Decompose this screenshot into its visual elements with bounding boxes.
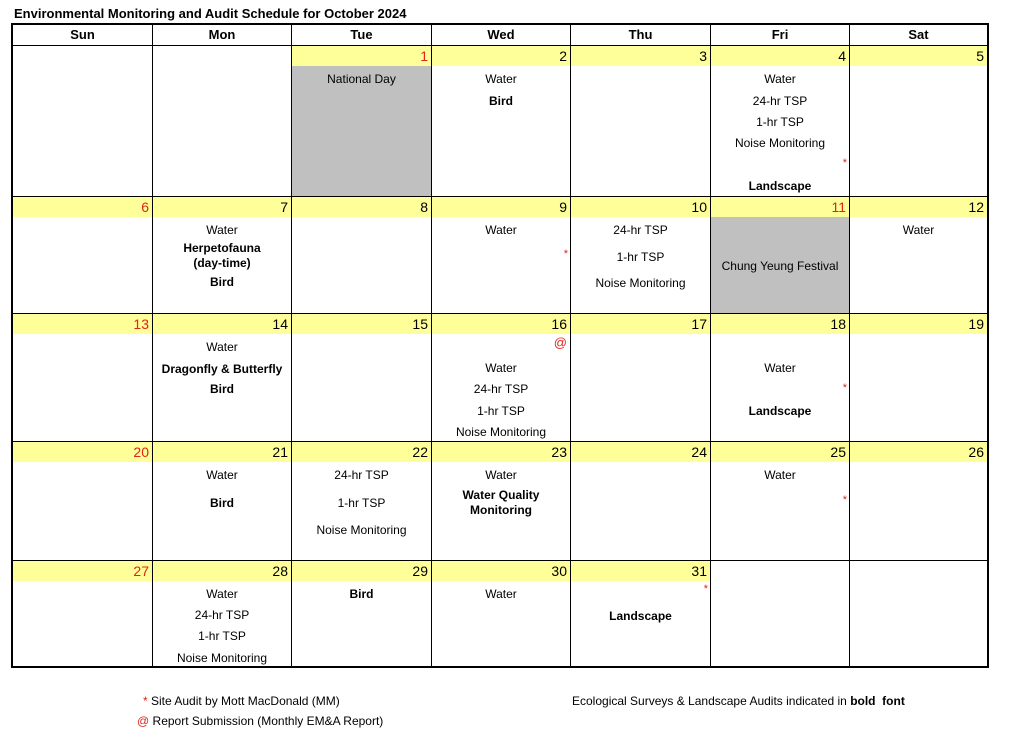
event-water: Water xyxy=(485,468,517,482)
day-number: 31 xyxy=(691,563,707,579)
day-cell-5[interactable] xyxy=(850,46,987,197)
event-24hr-tsp: 24-hr TSP xyxy=(613,223,668,237)
event-water-quality: Water Quality xyxy=(462,488,540,502)
legend-report xyxy=(137,714,383,728)
day-cell-17[interactable] xyxy=(571,314,711,442)
day-cell-1[interactable] xyxy=(292,46,432,197)
empty-day-cell xyxy=(711,561,850,666)
day-cell-2[interactable] xyxy=(432,46,571,197)
day-band xyxy=(292,442,431,462)
day-band xyxy=(292,46,431,66)
event-1hr-tsp: 1-hr TSP xyxy=(756,115,804,129)
day-cell-16[interactable] xyxy=(432,314,571,442)
site-audit-text: Site Audit by Mott MacDonald (MM) xyxy=(151,694,340,708)
event-24hr-tsp: 24-hr TSP xyxy=(194,608,250,622)
day-cell-9[interactable] xyxy=(432,197,571,314)
day-number: 20 xyxy=(133,444,149,460)
empty-day-cell xyxy=(850,561,987,666)
event-water: Water xyxy=(485,223,517,237)
day-cell-28[interactable] xyxy=(153,561,292,666)
day-number: 21 xyxy=(272,444,288,460)
legend-note xyxy=(572,694,905,708)
site-audit-marker: * xyxy=(703,583,708,595)
day-band xyxy=(153,442,291,462)
day-number: 13 xyxy=(133,316,149,332)
day-number: 11 xyxy=(831,199,846,215)
event-bird: Bird xyxy=(489,94,513,108)
day-number: 4 xyxy=(838,48,846,64)
day-number: 10 xyxy=(691,199,707,215)
note-bold: bold font xyxy=(850,694,905,708)
event-water: Water xyxy=(485,587,517,601)
day-band xyxy=(432,561,570,581)
day-cell-8[interactable] xyxy=(292,197,432,314)
event-landscape: Landscape xyxy=(748,179,812,193)
day-cell-3[interactable] xyxy=(571,46,711,197)
day-band xyxy=(432,46,570,66)
day-number: 23 xyxy=(551,444,567,460)
day-cell-26[interactable] xyxy=(850,442,987,561)
day-cell-14[interactable] xyxy=(153,314,292,442)
weekday-thu: Thu xyxy=(571,25,711,45)
day-number: 3 xyxy=(699,48,707,64)
day-cell-23[interactable] xyxy=(432,442,571,561)
day-number: 5 xyxy=(976,48,984,64)
event-water: Water xyxy=(206,340,238,354)
day-number: 24 xyxy=(691,444,707,460)
site-audit-symbol: * xyxy=(143,694,148,708)
day-number: 7 xyxy=(280,199,288,215)
day-band xyxy=(432,314,570,334)
event-noise: Noise Monitoring xyxy=(734,136,826,150)
event-noise: Noise Monitoring xyxy=(455,425,547,439)
event-24hr-tsp: 24-hr TSP xyxy=(334,468,389,482)
day-cell-4[interactable] xyxy=(711,46,850,197)
event-bird: Bird xyxy=(210,382,234,396)
weekday-header xyxy=(13,25,987,46)
day-band xyxy=(850,197,987,217)
day-cell-15[interactable] xyxy=(292,314,432,442)
weekday-wed: Wed xyxy=(432,25,571,45)
day-band xyxy=(850,442,987,462)
day-band xyxy=(711,314,849,334)
day-cell-30[interactable] xyxy=(432,561,571,666)
holiday-label: Chung Yeung Festival xyxy=(721,259,839,273)
day-cell-7[interactable] xyxy=(153,197,292,314)
day-band xyxy=(13,561,152,581)
legend-site-audit xyxy=(143,694,340,708)
page-title: Environmental Monitoring and Audit Schedule for October 2024 xyxy=(14,6,407,21)
day-number: 30 xyxy=(551,563,567,579)
day-band xyxy=(571,442,710,462)
day-cell-24[interactable] xyxy=(571,442,711,561)
holiday-label: National Day xyxy=(327,72,396,86)
day-number: 2 xyxy=(559,48,567,64)
site-audit-marker: * xyxy=(842,382,847,394)
event-noise: Noise Monitoring xyxy=(595,276,686,290)
day-band xyxy=(711,442,849,462)
day-number: 29 xyxy=(412,563,428,579)
event-water: Water xyxy=(764,72,796,86)
day-band xyxy=(292,197,431,217)
day-band xyxy=(13,442,152,462)
day-number: 1 xyxy=(420,48,428,64)
site-audit-marker: * xyxy=(842,494,847,506)
day-cell-25[interactable] xyxy=(711,442,850,561)
holiday-shade xyxy=(711,217,849,313)
day-band xyxy=(711,197,849,217)
day-cell-10[interactable] xyxy=(571,197,711,314)
day-band xyxy=(292,561,431,581)
weekday-fri: Fri xyxy=(711,25,850,45)
event-herpetofauna-time: (day-time) xyxy=(193,256,251,270)
day-band xyxy=(711,46,849,66)
day-band xyxy=(850,46,987,66)
day-number: 25 xyxy=(830,444,846,460)
event-water: Water xyxy=(485,361,517,375)
event-water-quality-monitoring: Monitoring xyxy=(470,503,532,517)
day-band xyxy=(153,561,291,581)
note-text: Ecological Surveys & Landscape Audits indicated in xyxy=(572,694,847,708)
day-cell-6[interactable] xyxy=(13,197,153,314)
day-number: 28 xyxy=(272,563,288,579)
event-landscape: Landscape xyxy=(748,404,812,418)
day-cell-20[interactable] xyxy=(13,442,153,561)
event-landscape: Landscape xyxy=(609,609,672,623)
event-water: Water xyxy=(764,361,796,375)
day-cell-18[interactable] xyxy=(711,314,850,442)
event-water: Water xyxy=(485,72,517,86)
day-number: 12 xyxy=(968,199,984,215)
day-cell-29[interactable] xyxy=(292,561,432,666)
day-number: 17 xyxy=(691,316,707,332)
event-bird: Bird xyxy=(210,496,234,510)
day-cell-19[interactable] xyxy=(850,314,987,442)
event-bird: Bird xyxy=(349,587,374,601)
day-band xyxy=(432,442,570,462)
report-symbol: @ xyxy=(137,714,150,728)
empty-day-cell xyxy=(153,46,292,197)
day-band xyxy=(571,197,710,217)
day-band xyxy=(292,314,431,334)
site-audit-marker: * xyxy=(563,248,568,260)
day-number: 16 xyxy=(551,316,567,332)
empty-day-cell xyxy=(13,46,153,197)
day-number: 19 xyxy=(968,316,984,332)
event-noise: Noise Monitoring xyxy=(176,651,268,665)
day-band xyxy=(153,314,291,334)
day-number: 9 xyxy=(559,199,567,215)
day-band xyxy=(153,197,291,217)
event-24hr-tsp: 24-hr TSP xyxy=(473,382,529,396)
day-number: 18 xyxy=(830,316,846,332)
day-band xyxy=(13,197,152,217)
day-cell-31[interactable] xyxy=(571,561,711,666)
event-water: Water xyxy=(206,223,238,237)
event-1hr-tsp: 1-hr TSP xyxy=(477,404,525,418)
day-band xyxy=(571,46,710,66)
weekday-tue: Tue xyxy=(292,25,432,45)
event-water: Water xyxy=(206,587,238,601)
day-number: 26 xyxy=(968,444,984,460)
weekday-mon: Mon xyxy=(153,25,292,45)
day-number: 6 xyxy=(141,199,149,215)
day-number: 14 xyxy=(272,316,288,332)
day-cell-11[interactable] xyxy=(711,197,850,314)
event-1hr-tsp: 1-hr TSP xyxy=(198,629,246,643)
day-cell-13[interactable] xyxy=(13,314,153,442)
day-band xyxy=(571,314,710,334)
event-bird: Bird xyxy=(210,275,234,289)
holiday-shade xyxy=(292,66,431,196)
calendar-grid xyxy=(11,23,989,668)
weekday-sun: Sun xyxy=(13,25,153,45)
day-band xyxy=(850,314,987,334)
day-number: 22 xyxy=(412,444,428,460)
report-text: Report Submission (Monthly EM&A Report) xyxy=(152,714,384,728)
site-audit-marker: * xyxy=(842,157,847,169)
report-marker: @ xyxy=(553,335,567,350)
day-band xyxy=(13,314,152,334)
day-cell-12[interactable] xyxy=(850,197,987,314)
event-1hr-tsp: 1-hr TSP xyxy=(337,496,386,510)
event-water: Water xyxy=(206,468,238,482)
event-1hr-tsp: 1-hr TSP xyxy=(616,250,665,264)
day-cell-27[interactable] xyxy=(13,561,153,666)
event-24hr-tsp: 24-hr TSP xyxy=(752,94,808,108)
event-herpetofauna: Herpetofauna xyxy=(183,241,261,255)
day-cell-22[interactable] xyxy=(292,442,432,561)
event-water: Water xyxy=(902,223,935,237)
day-cell-21[interactable] xyxy=(153,442,292,561)
day-number: 15 xyxy=(412,316,428,332)
day-number: 27 xyxy=(133,563,149,579)
day-number: 8 xyxy=(420,199,428,215)
day-band xyxy=(571,561,710,581)
event-noise: Noise Monitoring xyxy=(316,523,407,537)
day-band xyxy=(432,197,570,217)
event-dragonfly-butterfly: Dragonfly & Butterfly xyxy=(161,362,283,376)
weekday-sat: Sat xyxy=(908,27,929,42)
event-water: Water xyxy=(764,468,796,482)
